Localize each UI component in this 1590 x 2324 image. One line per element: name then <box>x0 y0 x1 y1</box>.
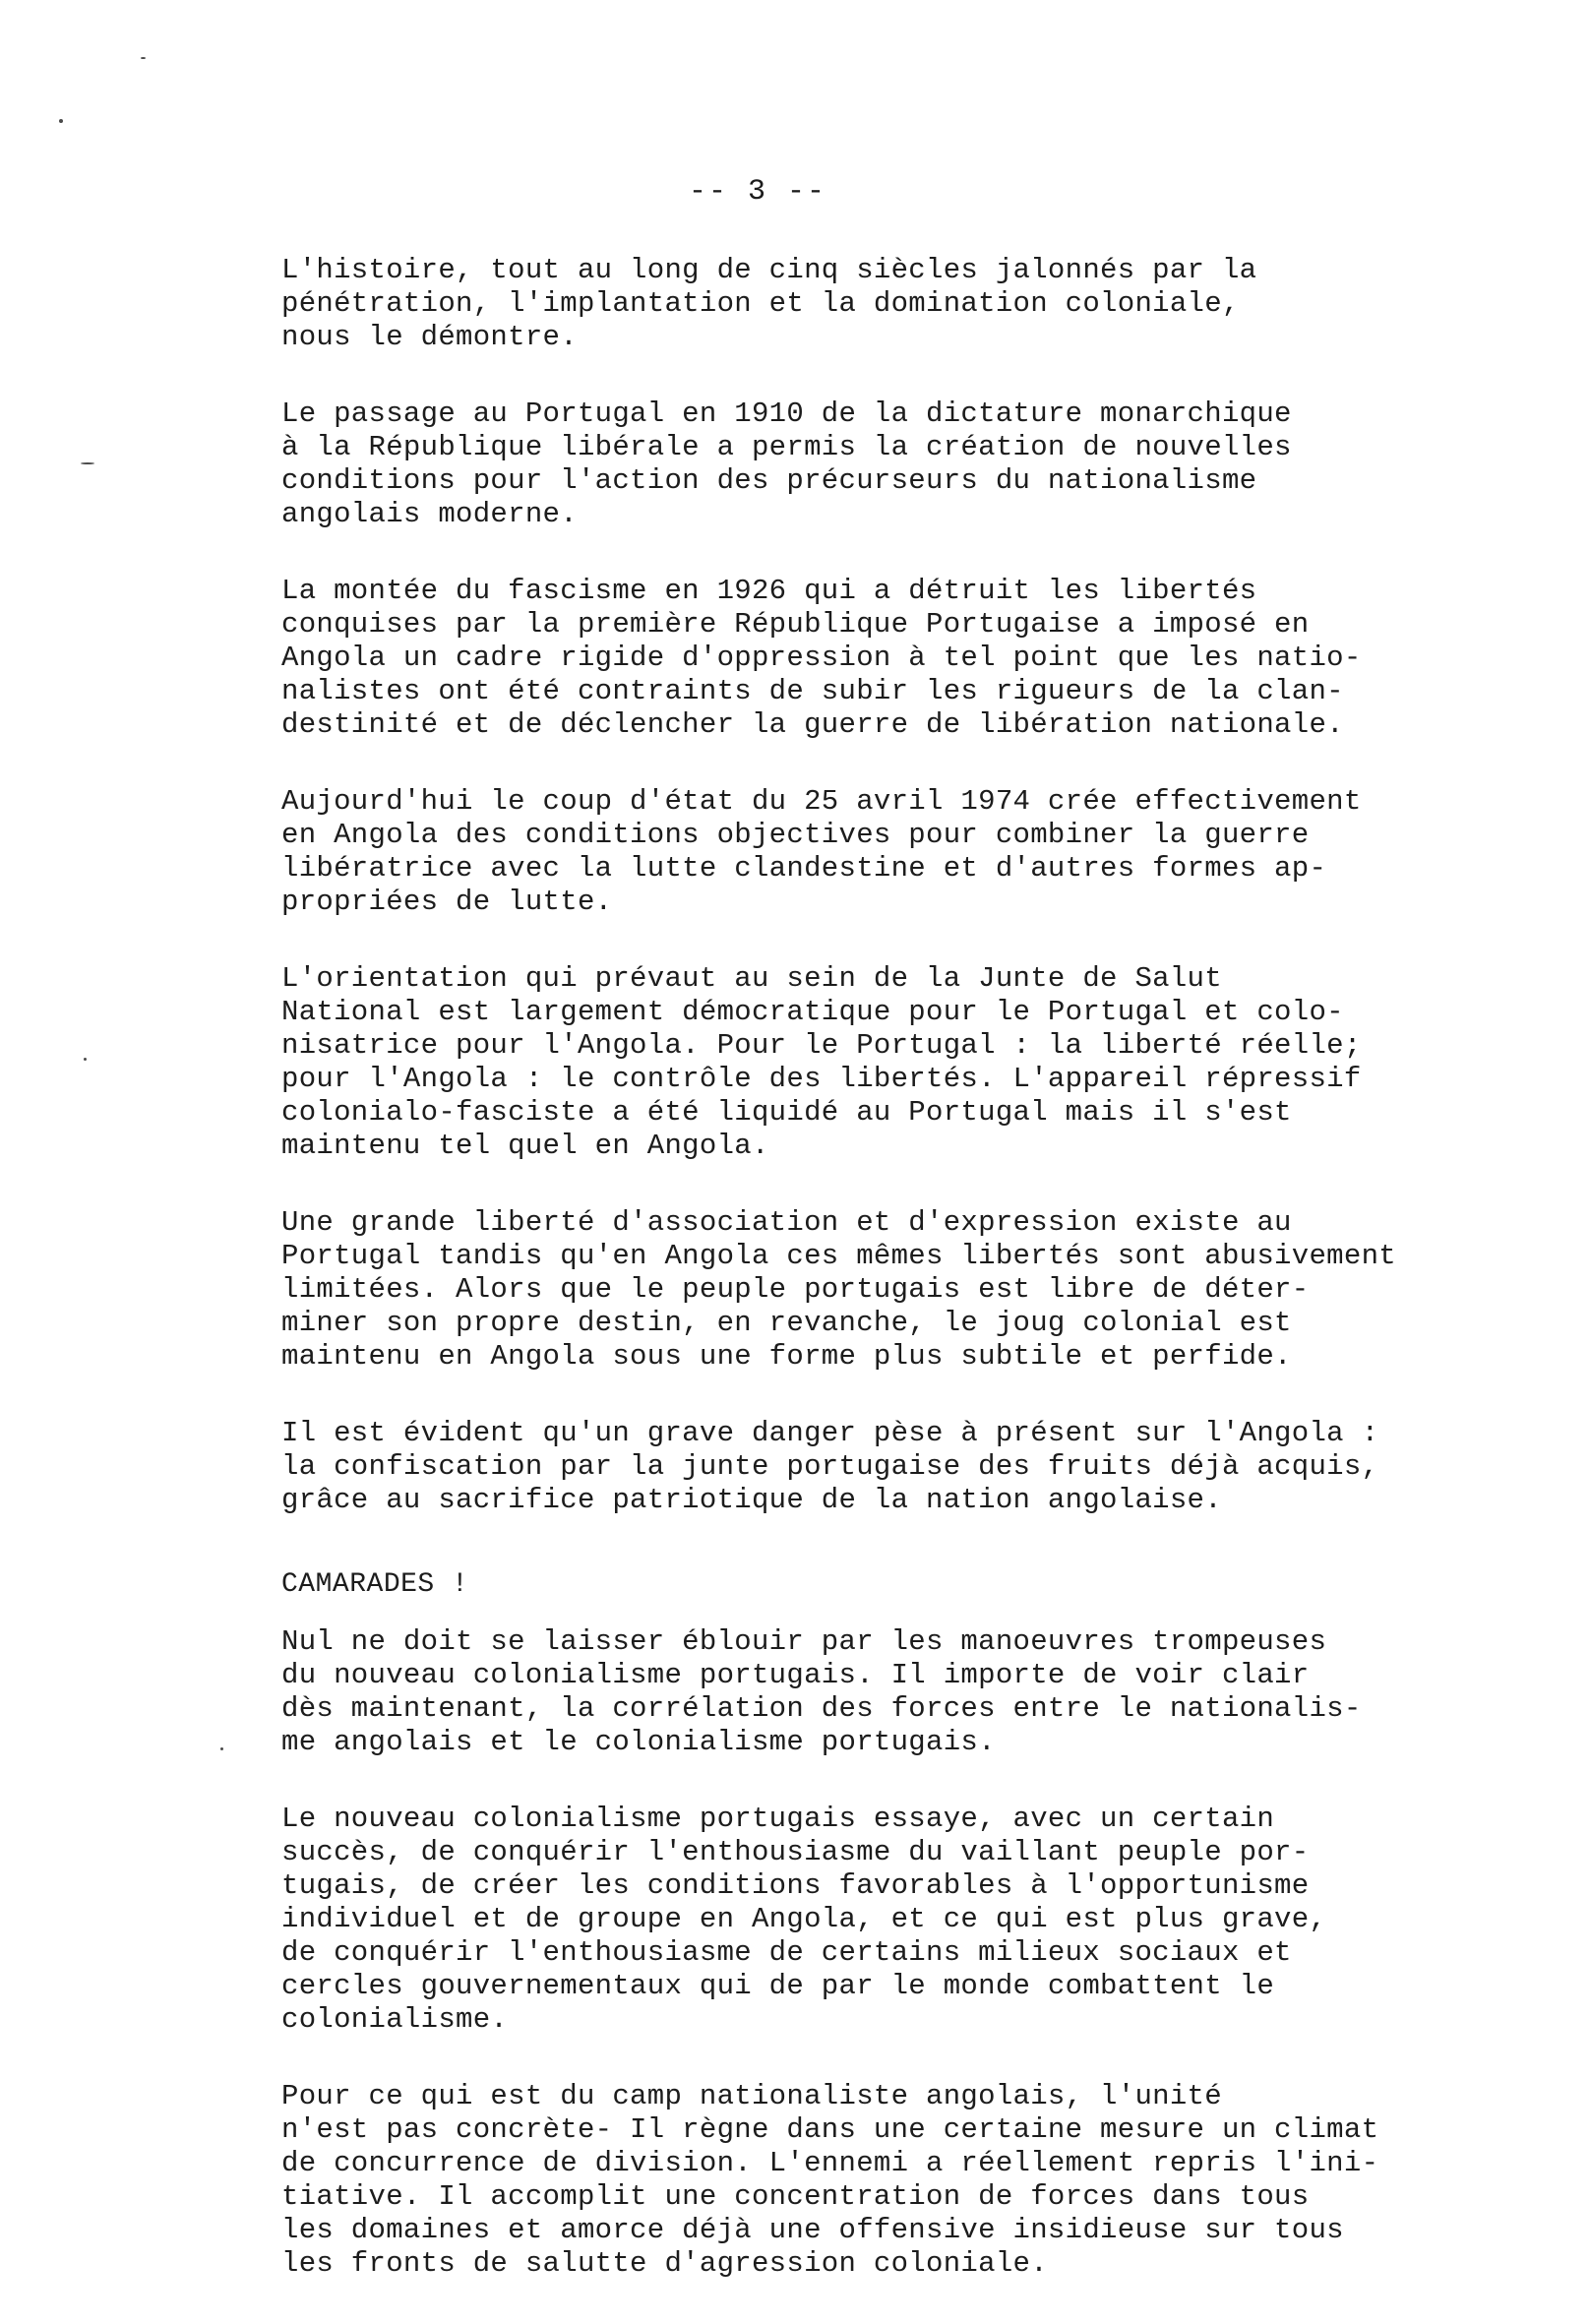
text-line: colonialo-fasciste a été liquidé au Portugal mais il s'est <box>281 1096 1292 1129</box>
text-line: conquises par la première République Portugaise a imposé en <box>281 608 1310 641</box>
text-line: grâce au sacrifice patriotique de la nation angolaise. <box>281 1484 1222 1516</box>
paragraph <box>281 1803 1462 2037</box>
text-line: n'est pas concrète- Il règne dans une certaine mesure un climat <box>281 2113 1379 2146</box>
text-line: Angola un cadre rigide d'oppression à tel point que les natio- <box>281 642 1362 674</box>
text-line: à la République libérale a permis la création de nouvelles <box>281 431 1292 463</box>
text-line: cercles gouvernementaux qui de par le monde combattent le <box>281 1970 1275 2002</box>
text-line: propriées de lutte. <box>281 886 613 918</box>
paragraph <box>281 398 1462 531</box>
paragraph <box>281 1206 1462 1374</box>
text-line: limitées. Alors que le peuple portugais est libre de déter- <box>281 1273 1310 1306</box>
text-line: me angolais et le colonialisme portugais. <box>281 1726 996 1758</box>
paragraph <box>281 785 1462 919</box>
text-line: angolais moderne. <box>281 498 578 530</box>
text-line: Une grande liberté d'association et d'expression existe au <box>281 1206 1292 1239</box>
paragraph <box>281 575 1462 742</box>
scan-speck <box>84 1058 87 1061</box>
scan-speck <box>59 119 63 123</box>
text-line: L'orientation qui prévaut au sein de la Junte de Salut <box>281 962 1222 995</box>
text-line: tugais, de créer les conditions favorables à l'opportunisme <box>281 1869 1310 1902</box>
text-line: nous le démontre. <box>281 321 578 353</box>
text-line: Pour ce qui est du camp nationaliste angolais, l'unité <box>281 2080 1222 2112</box>
text-line: National est largement démocratique pour le Portugal et colo- <box>281 996 1344 1028</box>
text-line: individuel et de groupe en Angola, et ce qui est plus grave, <box>281 1903 1327 1935</box>
text-line: L'histoire, tout au long de cinq siècles jalonnés par la <box>281 254 1257 286</box>
text-line: Il est évident qu'un grave danger pèse à présent sur l'Angola : <box>281 1417 1379 1449</box>
paragraph <box>281 1417 1462 1517</box>
text-line: La montée du fascisme en 1926 qui a détruit les libertés <box>281 575 1257 607</box>
text-line: les domaines et amorce déjà une offensive insidieuse sur tous <box>281 2214 1344 2246</box>
text-section <box>281 1625 1462 2281</box>
text-line: maintenu tel quel en Angola. <box>281 1130 769 1162</box>
text-line: miner son propre destin, en revanche, le joug colonial est <box>281 1307 1292 1339</box>
text-line: pour l'Angola : le contrôle des libertés. L'appareil répressif <box>281 1063 1362 1095</box>
text-line: nalistes ont été contraints de subir les rigueurs de la clan- <box>281 675 1344 707</box>
text-line: en Angola des conditions objectives pour combiner la guerre <box>281 819 1310 851</box>
section-heading: CAMARADES ! <box>281 1569 469 1600</box>
text-line: de concurrence de division. L'ennemi a réellement repris l'ini- <box>281 2147 1379 2179</box>
paragraph <box>281 254 1462 354</box>
text-line: pénétration, l'implantation et la domination coloniale, <box>281 287 1240 320</box>
text-line: succès, de conquérir l'enthousiasme du vaillant peuple por- <box>281 1836 1310 1868</box>
scan-speck <box>141 57 146 59</box>
text-line: nisatrice pour l'Angola. Pour le Portugal : la liberté réelle; <box>281 1029 1362 1062</box>
text-line: Le nouveau colonialisme portugais essaye, avec un certain <box>281 1803 1275 1835</box>
text-line: les fronts de salutte d'agression coloniale. <box>281 2247 1048 2280</box>
text-line: maintenu en Angola sous une forme plus subtile et perfide. <box>281 1340 1292 1373</box>
text-line: destinité et de déclencher la guerre de libération nationale. <box>281 708 1344 741</box>
paragraph <box>281 1625 1462 1759</box>
scan-speck <box>81 462 94 464</box>
text-line: de conquérir l'enthousiasme de certains milieux sociaux et <box>281 1936 1292 1969</box>
text-line: Aujourd'hui le coup d'état du 25 avril 1974 crée effectivement <box>281 785 1362 818</box>
text-line: dès maintenant, la corrélation des forces entre le nationalis- <box>281 1692 1362 1725</box>
page-number: -- 3 -- <box>688 175 827 209</box>
text-line: la confiscation par la junte portugaise des fruits déjà acquis, <box>281 1450 1379 1483</box>
text-section <box>281 254 1462 1517</box>
text-line: Nul ne doit se laisser éblouir par les manoeuvres trompeuses <box>281 1625 1327 1658</box>
text-line: colonialisme. <box>281 2003 509 2036</box>
text-line: libératrice avec la lutte clandestine et d'autres formes ap- <box>281 852 1327 885</box>
paragraph <box>281 2080 1462 2281</box>
body-text <box>281 254 1462 2324</box>
scan-speck <box>220 1747 223 1750</box>
paragraph <box>281 962 1462 1163</box>
text-line: conditions pour l'action des précurseurs du nationalisme <box>281 464 1257 497</box>
text-line: du nouveau colonialisme portugais. Il importe de voir clair <box>281 1659 1310 1691</box>
text-line: Le passage au Portugal en 1910 de la dictature monarchique <box>281 398 1292 430</box>
text-line: tiative. Il accomplit une concentration de forces dans tous <box>281 2180 1310 2213</box>
text-line: Portugal tandis qu'en Angola ces mêmes libertés sont abusivement <box>281 1240 1396 1272</box>
